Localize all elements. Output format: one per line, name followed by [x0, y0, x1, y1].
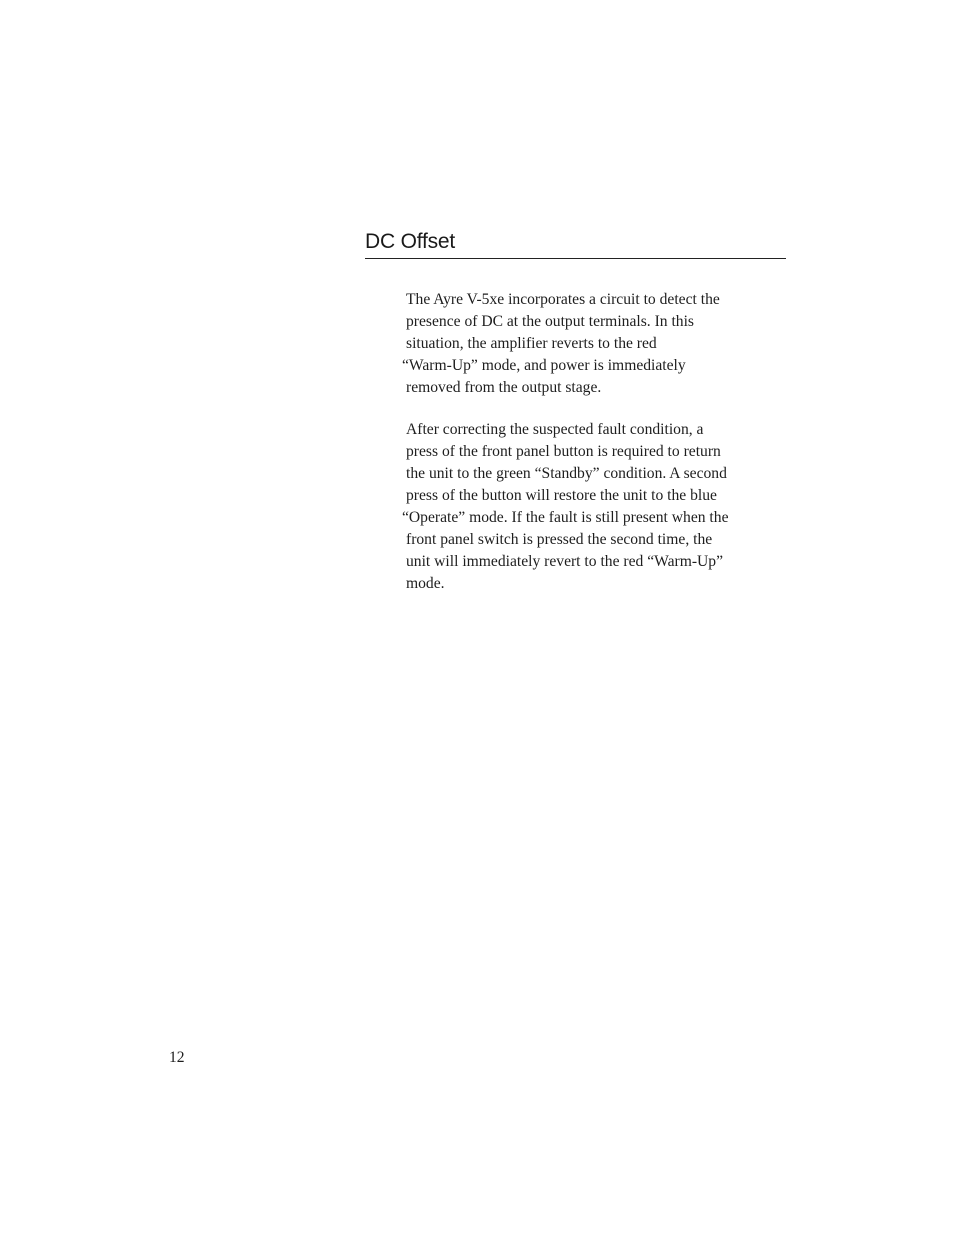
section-heading: DC Offset: [365, 228, 786, 259]
paragraph-line: After correcting the suspected fault condition, a: [406, 421, 704, 438]
paragraph-line: unit will immediately revert to the red “Warm-Up”: [406, 553, 724, 570]
paragraph-line: press of the front panel button is required to return: [406, 443, 721, 460]
paragraph-line: the unit to the green “Standby” condition. A second: [406, 465, 727, 482]
paragraph-line: press of the button will restore the unit to the blue: [406, 487, 717, 504]
paragraph-line: “Operate” mode. If the fault is still present when the: [402, 509, 729, 526]
dc-offset-section: [365, 228, 786, 259]
paragraph-line: “Warm-Up” mode, and power is immediately: [402, 357, 686, 374]
paragraph-line: situation, the amplifier reverts to the red: [406, 335, 657, 352]
paragraph-line: removed from the output stage.: [406, 379, 602, 396]
paragraph-line: mode.: [406, 575, 445, 592]
paragraph-dc-detection: [402, 289, 788, 399]
page-number: 12: [169, 1049, 185, 1066]
paragraph-line: presence of DC at the output terminals. In this: [406, 313, 694, 330]
paragraph-line: front panel switch is pressed the second time, the: [406, 531, 713, 548]
paragraph-fault-recovery: [402, 419, 788, 595]
paragraph-line: The Ayre V-5xe incorporates a circuit to detect the: [406, 291, 720, 308]
